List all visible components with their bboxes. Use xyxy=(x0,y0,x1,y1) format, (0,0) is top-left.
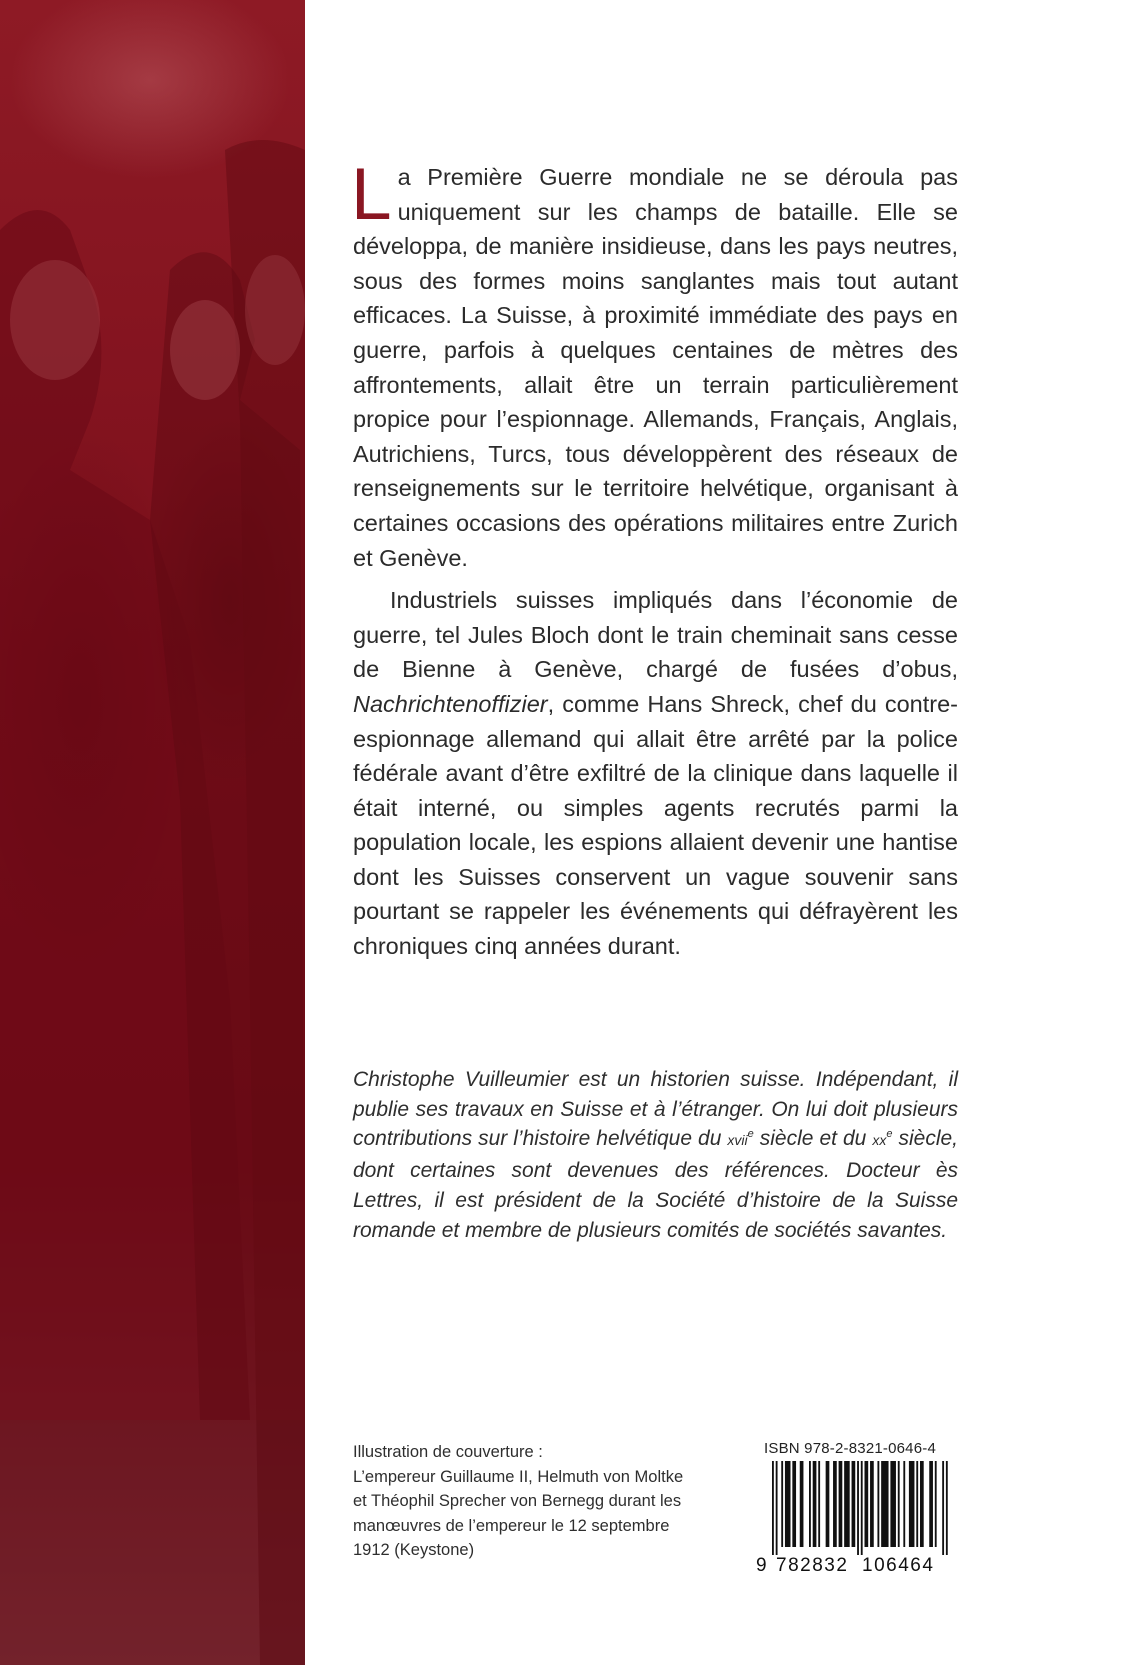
barcode-bar xyxy=(903,1461,905,1547)
barcode-bar xyxy=(772,1461,774,1555)
bio-text-b: siècle et du xyxy=(753,1127,873,1151)
barcode-digit-lead: 9 xyxy=(756,1555,767,1574)
barcode-bar xyxy=(861,1461,863,1555)
barcode-bar xyxy=(818,1461,820,1547)
barcode-bar xyxy=(870,1461,874,1547)
barcode-bar xyxy=(877,1461,879,1547)
barcode-bar xyxy=(833,1461,837,1547)
barcode-bar xyxy=(920,1461,924,1547)
credit-line: Illustration de couverture : xyxy=(353,1443,543,1461)
barcode-bar xyxy=(929,1461,933,1547)
isbn-block xyxy=(756,1440,956,1574)
barcode xyxy=(756,1459,956,1574)
barcode-bar xyxy=(800,1461,804,1547)
barcode-bar xyxy=(826,1461,830,1547)
century-20-sup: e xyxy=(886,1128,893,1141)
author-bio xyxy=(353,1065,958,1245)
century-20: xx xyxy=(872,1132,887,1149)
bio-text-a: Christophe Vuilleumier est un historien suisse. Indépendant, il publie ses travaux en Suisse et à l’étranger. On lui doit plusieurs contributions sur l’histoire helvétique du xyxy=(353,1068,958,1151)
paragraph-1-text: a Première Guerre mondiale ne se déroula pas uniquement sur les champs de bataille. Elle se développa, de manière insidieuse, dans les pays neutres, sous des formes moins sanglantes mais tout autant efficaces. La Suisse, à proximité immédiate des pays en guerre, parfois à quelques centaines de mètres des affrontements, allait être un terrain particulièrement propice pour l’espionnage. Allemands, Français, Anglais, Autrichiens, Turcs, tous développèrent des réseaux de renseignements sur le territoire helvétique, organisant à certaines occasions des opérations militaires entre Zurich et Genève. xyxy=(353,164,958,571)
barcode-bar xyxy=(809,1461,811,1547)
century-17: xvii xyxy=(727,1132,748,1149)
barcode-bar xyxy=(813,1461,817,1547)
barcode-bar xyxy=(935,1461,937,1547)
credit-line: et Théophil Sprecher von Bernegg durant les xyxy=(353,1492,682,1510)
barcode-bar xyxy=(785,1461,791,1547)
barcode-bar xyxy=(881,1461,888,1547)
barcode-bar xyxy=(890,1461,896,1547)
barcode-bar xyxy=(942,1461,944,1555)
isbn-label: ISBN 978-2-8321-0646-4 xyxy=(764,1440,937,1457)
barcode-bar xyxy=(909,1461,915,1547)
barcode-bar xyxy=(781,1461,783,1547)
barcode-digits-right: 106464 xyxy=(862,1555,935,1574)
paragraph-2 xyxy=(353,583,958,964)
barcode-bar xyxy=(852,1461,856,1547)
credit-line: L’empereur Guillaume II, Helmuth von Moltke xyxy=(353,1467,684,1486)
paragraph-2-text-a: Industriels suisses impliqués dans l’économie de guerre, tel Jules Bloch dont le train cheminait sans cesse de Bienne à Genève, chargé de fusées d’obus, xyxy=(353,587,958,683)
barcode-bar xyxy=(839,1461,843,1547)
barcode-bar xyxy=(844,1461,850,1547)
paragraph-1 xyxy=(351,154,958,575)
cover-photo-band xyxy=(0,0,305,1665)
century-17-sup: e xyxy=(747,1128,754,1141)
cover-credit xyxy=(353,1440,733,1563)
barcode-digits-left: 782832 xyxy=(776,1555,849,1574)
barcode-bar xyxy=(898,1461,900,1547)
drop-cap: L xyxy=(351,154,392,235)
barcode-bar xyxy=(946,1461,948,1555)
barcode-bar xyxy=(916,1461,918,1547)
soldiers-photo xyxy=(0,0,305,1665)
barcode-bar xyxy=(857,1461,859,1555)
credit-line: 1912 (Keystone) xyxy=(353,1541,475,1559)
barcode-bar xyxy=(792,1461,796,1547)
paragraph-2-text-b: , comme Hans Shreck, chef du contre-espionnage allemand qui allait être arrêté par la police fédérale avant d’être exfiltré de la clinique dans laquelle il était interné, ou simples agents recrutés parmi la population locale, les espions allaient devenir une hantise dont les Suisses conservent un vague souvenir sans pourtant se rappeler les événements qui défrayèrent les chroniques cinq années durant. xyxy=(353,690,958,960)
bio-text-c: siècle, dont certaines sont devenues des références. Docteur ès Lettres, il est président de la Société d’histoire de la Suisse romande et membre de plusieurs comités de sociétés savantes. xyxy=(353,1127,959,1242)
paragraph-2-italic: Nachrichtenoffizier xyxy=(353,690,548,717)
main-text xyxy=(351,154,958,972)
credit-line: manœuvres de l’empereur le 12 septembre xyxy=(353,1516,670,1535)
barcode-bar xyxy=(865,1461,869,1547)
barcode-bar xyxy=(776,1461,778,1555)
